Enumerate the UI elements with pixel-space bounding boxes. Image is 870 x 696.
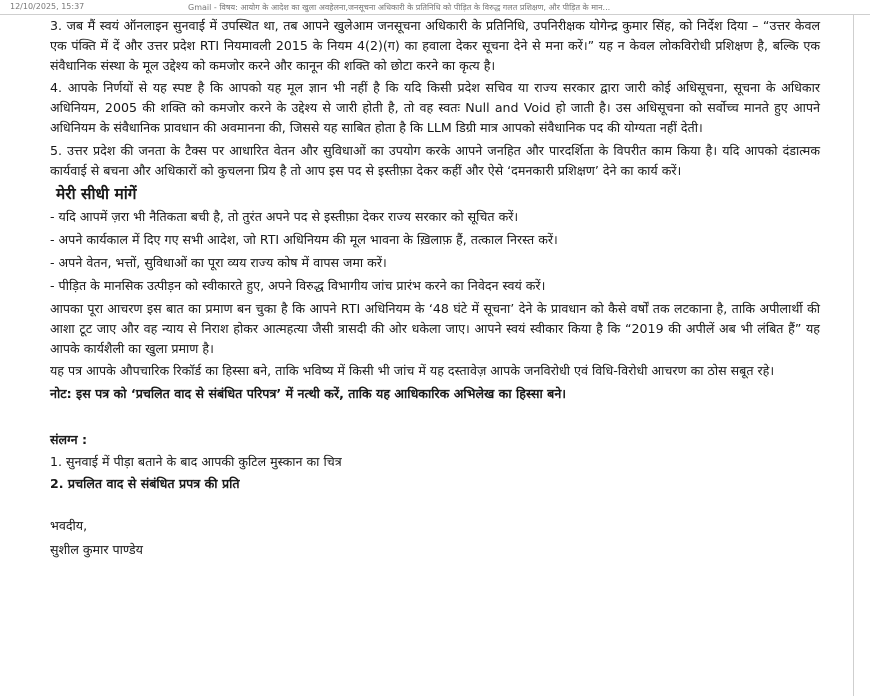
print-date: 12/10/2025, 15:37 — [10, 2, 85, 11]
salutation: भवदीय, — [50, 517, 88, 533]
letter-body — [50, 16, 820, 560]
print-header — [0, 0, 870, 15]
annex-item: 2. प्रचलित वाद से संबंधित प्रपत्र की प्रति — [50, 475, 240, 491]
demand-item: - यदि आपमें ज़रा भी नैतिकता बची है, तो तुरंत अपने पद से इस्तीफ़ा देकर राज्य सरकार को सूचित करें। — [50, 208, 519, 224]
demand-item: - अपने वेतन, भत्तों, सुविधाओं का पूरा व्यय राज्य कोष में वापस जमा करें। — [50, 254, 387, 270]
annex-item: 1. सुनवाई में पीड़ा बताने के बाद आपकी कुटिल मुस्कान का चित्र — [50, 453, 342, 469]
demands-heading: मेरी सीधी मांगें — [56, 184, 137, 203]
demand-item: - पीड़ित के मानसिक उत्पीड़न को स्वीकारते हुए, अपने विरुद्ध विभागीय जांच प्रारंभ करने का निवेदन स्वयं करें। — [50, 278, 546, 294]
paragraph-3: 3. जब मैं स्वयं ऑनलाइन सुनवाई में उपस्थित था, तब आपने खुलेआम जनसूचना अधिकारी के प्रतिनिधि, उपनिरीक्षक योगेन्द्र कुमार सिंह, को निर्देश दिया – “उत्तर केवल एक पंक्ति में दें और उत्तर प्रदेश RTI नियमावली 2015 के नियम 4(2)(ग) का हवाला देकर सूचना देने से मना करें।” यह न केवल लोकविरोधी प्रशिक्षण है, बल्कि एक संवैधानिक संस्था के मूल उद्देश्य को कमजोर करने और कानून की शक्ति को छोटा करने का कृत्य है। — [50, 18, 820, 74]
print-title: Gmail - विषय: आयोग के आदेश का खुला अवहेलना,जनसूचना अधिकारी के प्रतिनिधि को पीड़ित के विरुद्ध गलत प्रशिक्षण, और पीड़ित के मान... — [188, 3, 611, 12]
paragraph-5: 5. उत्तर प्रदेश की जनता के टैक्स पर आधारित वेतन और सुविधाओं का उपयोग करके आपने जनहित और पारदर्शिता के विपरीत काम किया है। यदि आपको दंडात्मक कार्यवाई से बचना और अधिकारों को कुचलना प्रिय है तो आप इस पद से इस्तीफ़ा देकर कहीं और ऐसे ‘दमनकारी प्रशिक्षण’ देने का कार्य करें। — [50, 142, 820, 178]
annex-title: संलग्न : — [50, 431, 88, 447]
paragraph-4: 4. आपके निर्णयों से यह स्पष्ट है कि आपको यह मूल ज्ञान भी नहीं है कि यदि किसी प्रदेश सचिव या राज्य सरकार द्वारा जारी कोई अधिसूचना, सूचना के अधिकार अधिनियम, 2005 की शक्ति को कमजोर करने के उद्देश्य से जारी होती है, तो वह स्वतः Null and Void हो जाती है। उस अधिसूचना को सर्वोच्च मानते हुए आपने अधिनियम के संवैधानिक प्रावधान की अवमानना की, जिससे यह साबित होता है कि LLM डिग्री मात्र आपको संवैधानिक पद की योग्यता नहीं देती। — [50, 80, 820, 136]
record-paragraph: यह पत्र आपके औपचारिक रिकॉर्ड का हिस्सा बने, ताकि भविष्य में किसी भी जांच में यह दस्तावेज़ आपके जनविरोधी एवं विधि-विरोधी आचरण का ठोस सबूत रहे। — [50, 363, 775, 379]
conduct-paragraph: आपका पूरा आचरण इस बात का प्रमाण बन चुका है कि आपने RTI अधिनियम के ‘48 घंटे में सूचना’ देने के प्रावधान को कैसे वर्षों तक लटकाना है, ताकि अपीलार्थी की आशा टूट जाए और वह न्याय से निराश होकर आत्महत्या जैसी त्रासदी की ओर धकेला जाए। आपने स्वयं स्वीकार किया है कि “2019 की अपीलें अब भी लंबित हैं” यह आपके कार्यशैली का खुला प्रमाण है। — [50, 301, 820, 357]
signatory-name: सुशील कुमार पाण्डेय — [50, 541, 143, 557]
page-edge-divider — [853, 14, 854, 696]
demand-item: - अपने कार्यकाल में दिए गए सभी आदेश, जो RTI अधिनियम की मूल भावना के ख़िलाफ़ हैं, तत्काल निरस्त करें। — [50, 231, 558, 247]
note-paragraph: नोट: इस पत्र को ‘प्रचलित वाद से संबंधित परिपत्र’ में नत्थी करें, ताकि यह आधिकारिक अभिलेख का हिस्सा बने। — [50, 385, 567, 401]
